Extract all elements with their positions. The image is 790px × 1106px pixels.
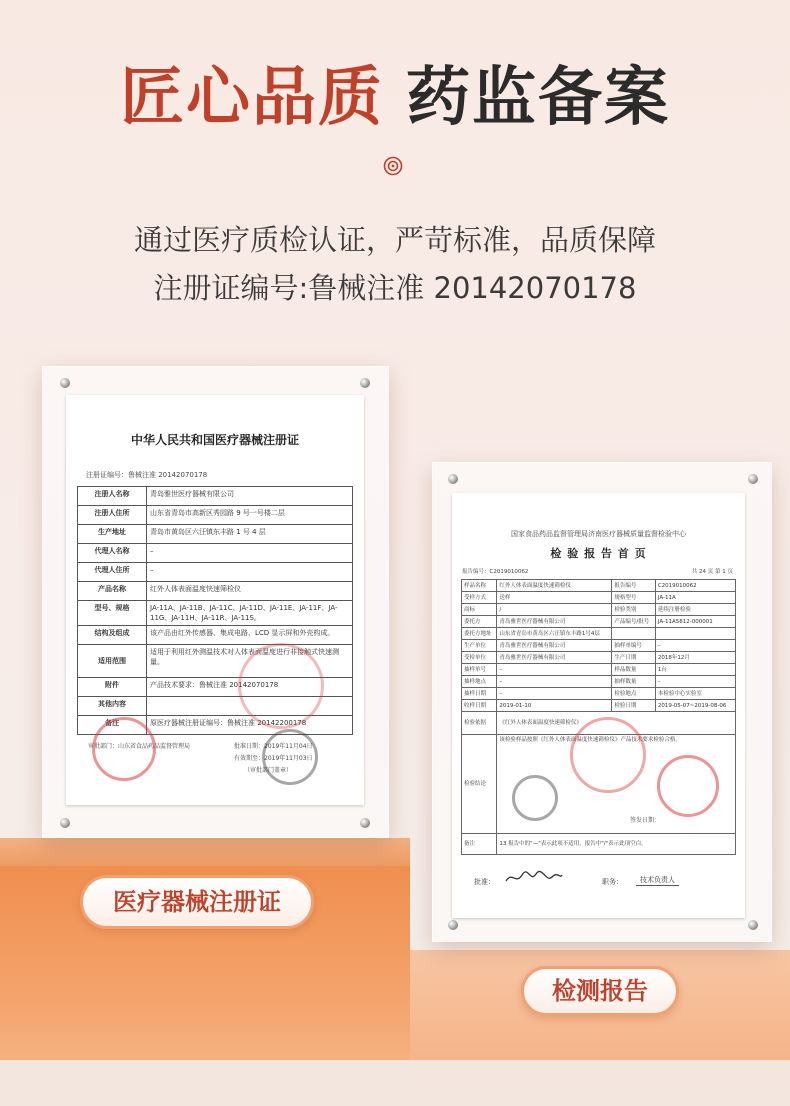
page-title bbox=[0, 46, 790, 138]
screw-icon bbox=[748, 474, 758, 484]
table-row: 检验依据 《红外人体表面温度快速筛检仪》 bbox=[462, 712, 736, 735]
table-row: 代理人住所 – bbox=[78, 563, 353, 582]
valid-until: 有效期至：2019年11月03日 bbox=[234, 755, 313, 762]
table-row: 结构及组成 该产品由红外传感器、集成电路、LCD 显示屏和外壳构成。 bbox=[78, 626, 353, 645]
signature bbox=[504, 869, 564, 887]
screw-icon bbox=[60, 378, 70, 388]
table-row: 其他内容 bbox=[78, 697, 353, 716]
table-row: 注册人名称 青岛雅世医疗器械有限公司 bbox=[78, 487, 353, 506]
official-seal bbox=[570, 717, 646, 793]
registration-certificate bbox=[66, 395, 364, 805]
title-dark: 药监备案 bbox=[406, 61, 670, 135]
page-info: 共 24 页 第 1 页 bbox=[691, 569, 733, 575]
approval-authority: 审批部门：山东省食品药品监督管理局 bbox=[88, 743, 191, 750]
table-row: 产品名称 红外人体表面温度快速筛检仪 bbox=[78, 582, 353, 601]
table-row: 备注 原医疗器械注册证编号：鲁械注准 20142200178 bbox=[78, 716, 353, 735]
screw-icon bbox=[748, 920, 758, 930]
table-row: 受样方式 送样 规格型号 JA-11A bbox=[462, 592, 736, 604]
table-row: 收样日期 2019-01-10 检验日期 2019-05-07~2019-08-06 bbox=[462, 700, 736, 712]
report-organization: 国家食品药品监督管理局济南医疗器械质量监督检验中心 bbox=[511, 530, 686, 538]
approver-label: 批准： bbox=[474, 878, 495, 886]
screw-icon bbox=[448, 920, 458, 930]
table-row: 委托方 青岛雅世医疗器械有限公司 产品编号/批号 JA-11A5812-000001 bbox=[462, 616, 736, 628]
table-row: 备注 13 报告中的"—"表示此项不适用，报告中"/"表示此项空白。 bbox=[462, 834, 736, 855]
table-row: 抽样日期 – 检验地点 本检验中心实验室 bbox=[462, 688, 736, 700]
table-row: 型号、规格 JA-11A、JA-11B、JA-11C、JA-11D、JA-11E、JA-11F、JA-11G、JA-11H、JA-11R、JA-11S。 bbox=[78, 601, 353, 626]
table-row: 抽样单号 – 样品数量 1台 bbox=[462, 664, 736, 676]
table-row: 生产单位 青岛雅世医疗器械有限公司 抽样单编号 – bbox=[462, 640, 736, 652]
screw-icon bbox=[360, 378, 370, 388]
position-value: 技术负责人 bbox=[636, 875, 679, 886]
table-row: 代理人名称 – bbox=[78, 544, 353, 563]
table-row: 注册人住所 山东省青岛市高新区秀园路 9 号一号楼二层 bbox=[78, 506, 353, 525]
official-seal bbox=[238, 643, 324, 729]
certificate-number: 注册证编号：鲁械注准 20142070178 bbox=[86, 471, 208, 479]
issue-date: 签发日期： bbox=[630, 817, 661, 824]
table-row: 样品名称 红外人体表面温度快速筛检仪 报告编号 C2019010062 bbox=[462, 580, 736, 592]
subtitle-quality: 通过医疗质检认证，严苛标准，品质保障 bbox=[133, 223, 656, 257]
position-label: 职务： bbox=[602, 878, 623, 886]
floor bbox=[0, 1060, 790, 1106]
report-label: 检测报告 bbox=[521, 966, 679, 1016]
table-row: 受检单位 青岛雅世医疗器械有限公司 生产日期 2018年12月 bbox=[462, 652, 736, 664]
pedestal-top bbox=[0, 838, 410, 868]
certificate-label: 医疗器械注册证 bbox=[80, 875, 314, 929]
inspection-report bbox=[452, 493, 745, 918]
target-icon bbox=[383, 156, 403, 176]
table-row: 附件 产品技术要求：鲁械注准 20142070178 bbox=[78, 678, 353, 697]
official-seal bbox=[92, 717, 156, 781]
report-title: 检 验 报 告 首 页 bbox=[550, 547, 647, 560]
table-row: 抽样地点 – 抽样数量 – bbox=[462, 676, 736, 688]
subtitle-registration: 注册证编号:鲁械注准 20142070178 bbox=[153, 271, 637, 305]
stamp-note: （审批部门盖章） bbox=[244, 767, 293, 774]
table-row: 检验结论 该检验样品按照《红外人体表面温度快速筛检仪》产品技术要求检验合格。 bbox=[462, 735, 736, 834]
screw-icon bbox=[60, 818, 70, 828]
steel-seal bbox=[512, 775, 558, 821]
steel-seal bbox=[262, 729, 318, 785]
table-row: 适用范围 适用于利用红外测温技术对人体表面温度进行非接触式快速测量。 bbox=[78, 645, 353, 678]
table-row: 委托方地址 山东省青岛市黄岛区六汪镇东丰路1号4层 bbox=[462, 628, 736, 640]
title-accent: 匠心品质 bbox=[120, 61, 384, 135]
certificate-title: 中华人民共和国医疗器械注册证 bbox=[130, 433, 299, 447]
screw-icon bbox=[448, 474, 458, 484]
screw-icon bbox=[360, 818, 370, 828]
report-number: 报告编号：C2019010062 bbox=[462, 569, 529, 575]
table-row: 生产地址 青岛市黄岛区六汪镇东丰路 1 号 4 层 bbox=[78, 525, 353, 544]
table-row: 商标 / 检验类别 延续注册检验 bbox=[462, 604, 736, 616]
approval-date: 批准日期：2019年11月04日 bbox=[234, 743, 313, 750]
official-seal bbox=[657, 755, 719, 817]
